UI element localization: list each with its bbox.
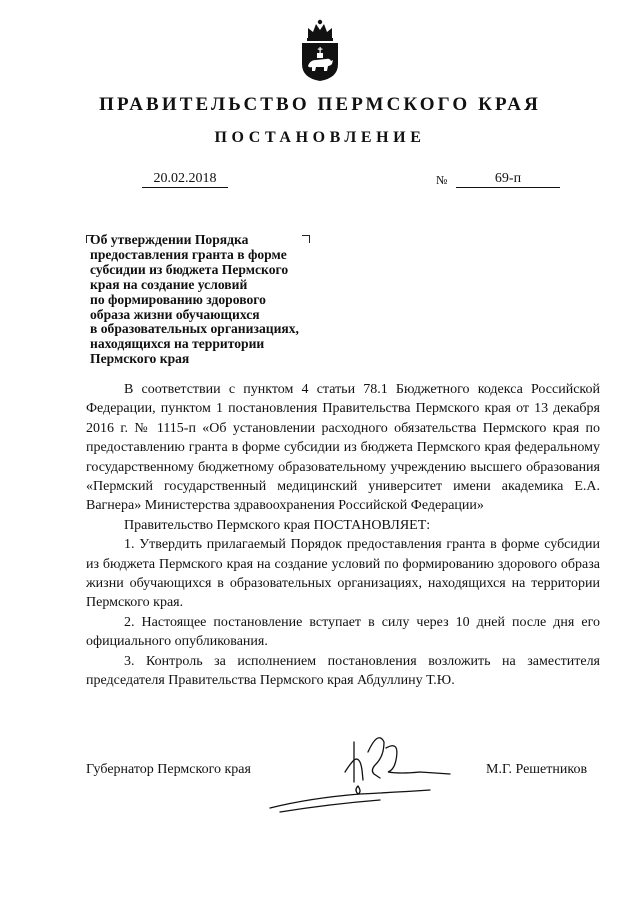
subject-line: находящихся на территории xyxy=(90,336,265,352)
signatory-name: М.Г. Решетников xyxy=(486,762,588,777)
decides-paragraph: Правительство Пермского края ПОСТАНОВЛЯЕТ: xyxy=(124,517,431,533)
decree-subject xyxy=(90,233,340,367)
item-2-paragraph: 2. Настоящее постановление вступает в силу через 10 дней после дня его официального опубликования. xyxy=(86,614,600,650)
signatory-role: Губернатор Пермского края xyxy=(86,762,251,777)
subject-line: образа жизни обучающихся xyxy=(90,306,260,322)
subject-line: края на создание условий xyxy=(90,276,248,292)
perm-krai-coat-of-arms-icon xyxy=(296,18,344,82)
government-title: ПРАВИТЕЛЬСТВО ПЕРМСКОГО КРАЯ xyxy=(99,94,541,115)
number-sign: № xyxy=(436,173,448,187)
subject-line: Пермского края xyxy=(90,351,190,367)
document-type-title: ПОСТАНОВЛЕНИЕ xyxy=(214,129,426,146)
decree-date: 20.02.2018 xyxy=(142,170,228,188)
subject-line: в образовательных организациях, xyxy=(90,321,299,337)
subject-line: субсидии из бюджета Пермского xyxy=(90,261,289,277)
subject-line: предоставления гранта в форме xyxy=(90,246,287,262)
item-1-paragraph: 1. Утвердить прилагаемый Порядок предоставления гранта в форме субсидии из бюджета Пермского края на создание условий по формированию здорового образа жизни обучающихся в образовательных организациях, находящихся на территории Пермского края. xyxy=(86,537,600,611)
handwritten-signature-icon xyxy=(250,712,470,822)
item-3-paragraph: 3. Контроль за исполнением постановления возложить на заместителя председателя Правительства Пермского края Абдуллину Т.Ю. xyxy=(86,653,600,689)
subject-line: Об утверждении Порядка xyxy=(90,232,249,247)
subject-line: по формированию здорового xyxy=(90,291,266,307)
preamble-paragraph: В соответствии с пунктом 4 статьи 78.1 Бюджетного кодекса Российской Федерации, пунктом 1 постановления Правительства Пермского края от 13 декабря 2016 г. № 1115-п «Об установлении расходного обязательства Пермского края по предоставлению гранта в форме субсидии из бюджета Пермского края федеральному государственному бюджетному образовательному учреждению высшего образования «Пермский государственный медицинский университет имени академика Е.А. Вагнера» Министерства здравоохранения Российской Федерации» xyxy=(86,382,600,514)
decree-body xyxy=(86,380,600,691)
decree-number: 69-п xyxy=(456,170,560,188)
